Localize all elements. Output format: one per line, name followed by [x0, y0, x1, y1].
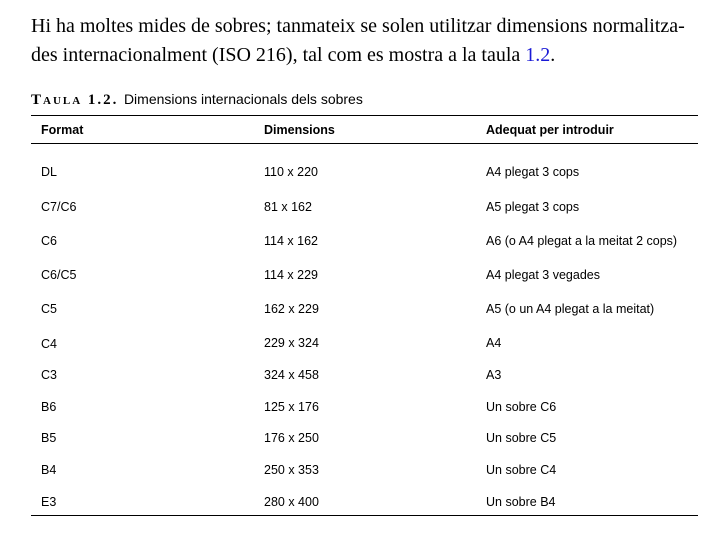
cell-format: B5	[41, 431, 57, 445]
header-format: Format	[41, 123, 84, 137]
cell-dimensions: 250 x 353	[264, 463, 319, 477]
cell-format: E3	[41, 495, 57, 509]
cell-dimensions: 114 x 162	[264, 234, 318, 248]
cell-format: C6	[41, 234, 57, 248]
cell-format: C4	[41, 337, 57, 351]
cell-suitable-for: Un sobre C4	[486, 463, 557, 477]
intro-line-1: Hi ha moltes mides de sobres; tanmateix se solen utilitzar dimensions normalitza-	[31, 15, 685, 37]
table-caption-label: Taula 1.2.	[31, 92, 119, 108]
cell-dimensions: 81 x 162	[264, 200, 312, 214]
table-caption-title: Dimensions internacionals dels sobres	[123, 91, 363, 107]
cell-dimensions: 110 x 220	[264, 165, 318, 179]
cell-format: C5	[41, 302, 57, 316]
header-dimensions: Dimensions	[264, 123, 335, 137]
cell-format: C7/C6	[41, 200, 77, 214]
cell-dimensions: 176 x 250	[264, 431, 319, 445]
cell-suitable-for: A4	[486, 336, 502, 350]
cell-suitable-for: A5 plegat 3 cops	[486, 200, 580, 214]
cell-dimensions: 162 x 229	[264, 302, 319, 316]
cell-suitable-for: A3	[486, 368, 502, 382]
cell-dimensions: 229 x 324	[264, 336, 319, 350]
intro-line-2	[31, 41, 703, 70]
cell-dimensions: 324 x 458	[264, 368, 319, 382]
cell-format: C6/C5	[41, 268, 77, 282]
cell-suitable-for: Un sobre C5	[486, 431, 557, 445]
cell-suitable-for: A4 plegat 3 vegades	[486, 268, 600, 282]
cell-suitable-for: Un sobre C6	[486, 400, 557, 414]
table-header-rule	[31, 143, 698, 144]
cell-format: C3	[41, 368, 57, 382]
cell-dimensions: 114 x 229	[264, 268, 318, 282]
table-reference-link[interactable]: 1.2	[525, 44, 551, 66]
cell-suitable-for: A5 (o un A4 plegat a la meitat)	[486, 302, 655, 316]
intro-line-2-text: des internacionalment (ISO 216), tal com es mostra a la taula	[31, 44, 526, 66]
cell-dimensions: 125 x 176	[264, 400, 319, 414]
table-top-rule	[31, 115, 698, 116]
table-caption	[31, 90, 363, 110]
cell-suitable-for: Un sobre B4	[486, 495, 556, 509]
cell-format: B4	[41, 463, 57, 477]
cell-dimensions: 280 x 400	[264, 495, 319, 509]
intro-line-2-end: .	[550, 44, 556, 66]
cell-suitable-for: A6 (o A4 plegat a la meitat 2 cops)	[486, 234, 678, 248]
table-bottom-rule	[31, 515, 698, 516]
cell-format: B6	[41, 400, 57, 414]
header-suitable-for: Adequat per introduir	[486, 123, 614, 137]
cell-format: DL	[41, 165, 57, 179]
cell-suitable-for: A4 plegat 3 cops	[486, 165, 580, 179]
intro-paragraph	[31, 12, 703, 70]
